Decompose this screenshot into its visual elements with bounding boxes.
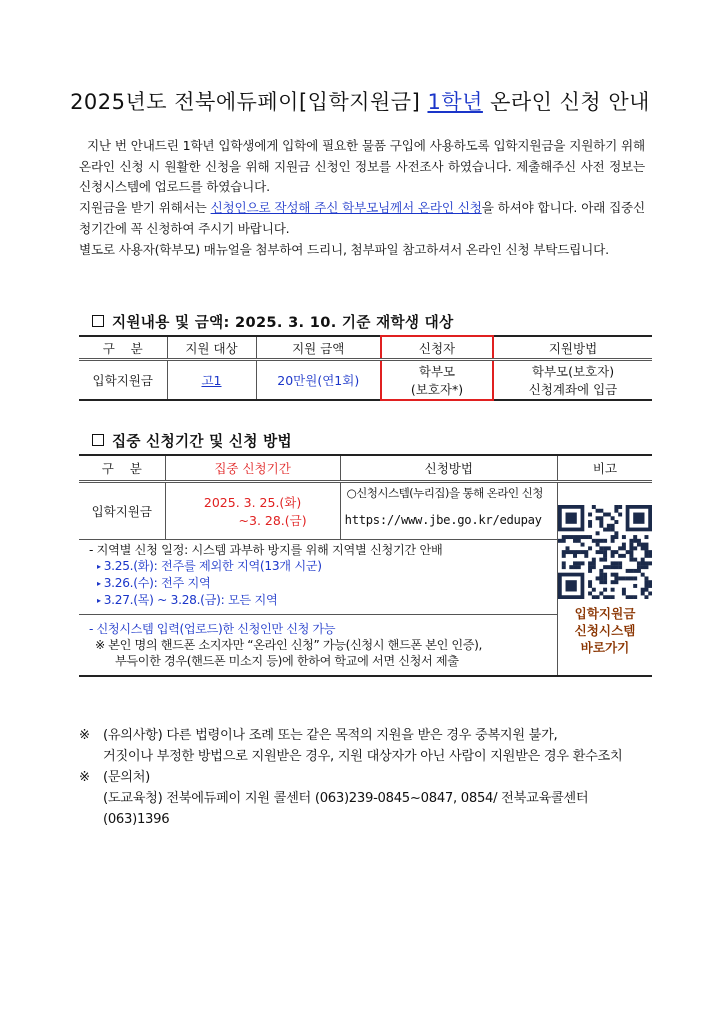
page-title [0, 86, 720, 116]
header-category: 구 분 [79, 455, 165, 482]
qr-code-icon [558, 505, 652, 599]
qr-cell[interactable] [557, 482, 652, 677]
cell-amount: 20만원(연1회) [256, 360, 381, 401]
cell-target: 고1 [167, 360, 256, 401]
schedule-item: ▸ 3.27.(목) ~ 3.28.(금): 모든 지역 [97, 593, 278, 607]
application-table-header [79, 455, 652, 482]
cell-category: 입학지원금 [79, 482, 165, 540]
intro-highlight: 신청인으로 작성해 주신 학부모님께서 온라인 신청 [210, 200, 482, 216]
section1-heading: 지원내용 및 금액: 2025. 3. 10. 기준 재학생 대상 [92, 311, 453, 332]
intro-text [79, 136, 645, 260]
schedule-cell [79, 540, 557, 615]
header-period: 집중 신청기간 [165, 455, 340, 482]
schedule-title: - 지역별 신청 일정: 시스템 과부하 방지를 위해 지역별 신청기간 안배 [89, 543, 443, 557]
notice-cell [79, 615, 557, 677]
intro-paragraph-1: 지난 번 안내드린 1학년 입학생에게 입학에 필요한 물품 구입에 사용하도록 입학지원금을 지원하기 위해 온라인 신청 시 원활한 신청을 위해 지원금 신청인 정보를 사전조사 하였습니다. 제출해주신 사전 정보는 신청시스템에 업로드를 하였습니다. [79, 138, 645, 195]
cell-period: 2025. 3. 25.(화) ~3. 28.(금) [165, 482, 340, 540]
header-method: 신청방법 [340, 455, 557, 482]
application-table [79, 454, 652, 677]
cell-method: ○신청시스템(누리집)을 통해 온라인 신청 https://www.jbe.go.kr/edupay [340, 482, 557, 540]
support-table-header [79, 336, 652, 360]
edupay-link[interactable]: https://www.jbe.go.kr/edupay [344, 513, 542, 527]
header-method: 지원방법 [493, 336, 652, 360]
intro-paragraph-3: 별도로 사용자(학부모) 매뉴얼을 첨부하여 드리니, 첨부파일 참고하셔서 온라인 신청 부탁드립니다. [79, 241, 609, 257]
contact-line: (도교육청) 전북에듀페이 지원 콜센터 (063)239-0845~0847, 0854/ 전북교육콜센터 (063)1396 [103, 791, 589, 827]
qr-label[interactable]: 입학지원금 신청시스템 바로가기 [574, 606, 636, 655]
caution-line-2: 거짓이나 부정한 방법으로 지원받은 경우, 지원 대상자가 아닌 사람이 지원받은 경우 환수조치 [103, 749, 623, 764]
section2-heading: 집중 신청기간 및 신청 방법 [92, 430, 292, 451]
header-applicant: 신청자 [381, 336, 493, 360]
qr-code[interactable] [558, 505, 652, 599]
header-amount: 지원 금액 [256, 336, 381, 360]
cell-applicant: 학부모 (보호자*) [381, 360, 493, 401]
square-bullet-icon [92, 434, 104, 446]
square-bullet-icon [92, 315, 104, 327]
notice-line-3: 부득이한 경우(핸드폰 미소지 등)에 한하여 학교에 서면 신청서 제출 [115, 654, 459, 668]
header-remarks: 비고 [557, 455, 652, 482]
cell-method: 학부모(보호자) 신청계좌에 입금 [493, 360, 652, 401]
cell-category: 입학지원금 [92, 373, 153, 388]
title-part2: 온라인 신청 안내 [482, 90, 650, 114]
notice-line-2: ※ 본인 명의 핸드폰 소지자만 “온라인 신청” 가능(신청시 핸드폰 본인 인증), [95, 638, 483, 652]
notice-line-1: - 신청시스템 입력(업로드)한 신청인만 신청 가능 [89, 622, 336, 636]
intro-paragraph-2: 지원금을 받기 위해서는 신청인으로 작성해 주신 학부모님께서 온라인 신청을 하셔야 합니다. 아래 집중신청기간에 꼭 신청하여 주시기 바랍니다. [79, 200, 645, 236]
header-target: 지원 대상 [167, 336, 256, 360]
footer-notes [79, 725, 654, 830]
title-highlight: 1학년 [427, 90, 483, 114]
support-table [79, 335, 652, 401]
title-part1: 2025년도 전북에듀페이[입학지원금] [70, 90, 428, 114]
table-row [79, 360, 652, 401]
schedule-item: ▸ 3.25.(화): 전주를 제외한 지역(13개 시군) [97, 559, 322, 573]
schedule-item: ▸ 3.26.(수): 전주 지역 [97, 576, 211, 590]
header-category: 구 분 [79, 336, 167, 360]
table-row [79, 482, 652, 540]
contact-title: ※ (문의처) [79, 770, 151, 785]
caution-line: ※ (유의사항) 다른 법령이나 조례 또는 같은 목적의 지원을 받은 경우 중복지원 불가, [79, 728, 558, 743]
